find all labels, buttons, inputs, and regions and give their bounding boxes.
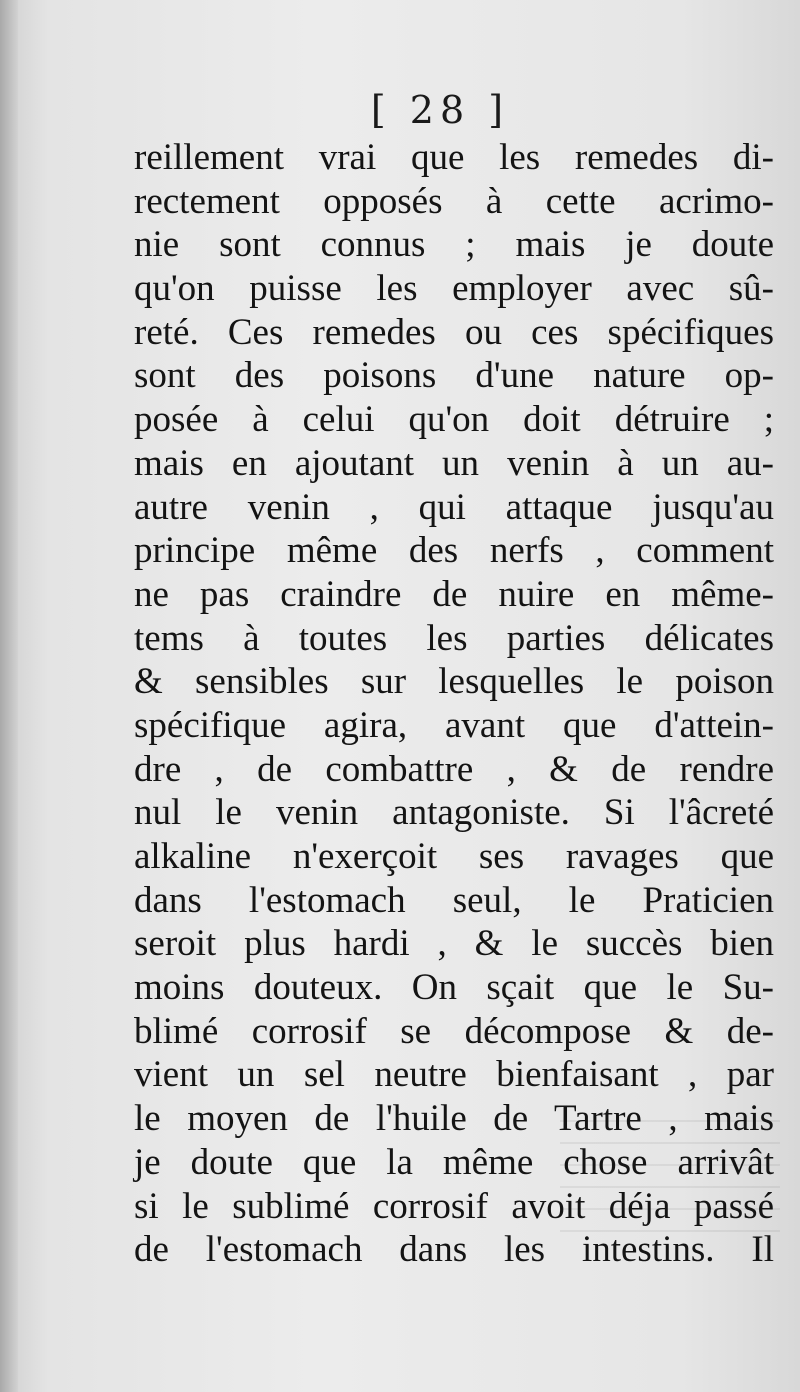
text-line: principe même des nerfs , comment: [134, 530, 774, 572]
text-line: nie sont connus ; mais je doute: [134, 224, 774, 266]
text-line: dans l'estomach seul, le Praticien: [134, 879, 774, 921]
text-line: le moyen de l'huile de Tartre , mais: [134, 1098, 774, 1140]
text-line: sont des poisons d'une nature op-: [134, 355, 774, 397]
text-line: si le sublimé corrosif avoit déja passé: [134, 1185, 774, 1227]
text-line: seroit plus hardi , & le succès bien: [134, 923, 774, 965]
text-line: dre , de combattre , & de rendre: [134, 748, 774, 790]
text-line: reillement vrai que les remedes di-: [134, 137, 774, 178]
text-line: de l'estomach dans les intestins. Il: [134, 1229, 774, 1271]
text-line: reté. Ces remedes ou ces spécifiques: [134, 311, 774, 353]
page-number: [ 28 ]: [370, 88, 510, 132]
text-line: nul le venin antagoniste. Si l'âcreté: [134, 792, 774, 834]
text-line: qu'on puisse les employer avec sû-: [134, 268, 774, 310]
text-line: posée à celui qu'on doit détruire ;: [134, 399, 774, 441]
text-line: alkaline n'exerçoit ses ravages que: [134, 836, 774, 877]
text-line: mais en ajoutant un venin à un au-: [134, 442, 774, 484]
page-gutter-shadow: [0, 0, 18, 1392]
body-text: [134, 136, 774, 1272]
text-line: spécifique agira, avant que d'attein-: [134, 704, 774, 746]
text-line: rectement opposés à cette acrimo-: [134, 180, 774, 222]
text-line: je doute que la même chose arrivât: [134, 1141, 774, 1183]
text-line: blimé corrosif se décompose & de-: [134, 1010, 774, 1052]
text-line: autre venin , qui attaque jusqu'au: [134, 486, 774, 528]
text-line: & sensibles sur lesquelles le poison: [134, 661, 774, 703]
text-line: ne pas craindre de nuire en même-: [134, 573, 774, 615]
text-line: vient un sel neutre bienfaisant , par: [134, 1054, 774, 1096]
text-line: moins douteux. On sçait que le Su-: [134, 967, 774, 1009]
text-line: tems à toutes les parties délicates: [134, 617, 774, 659]
